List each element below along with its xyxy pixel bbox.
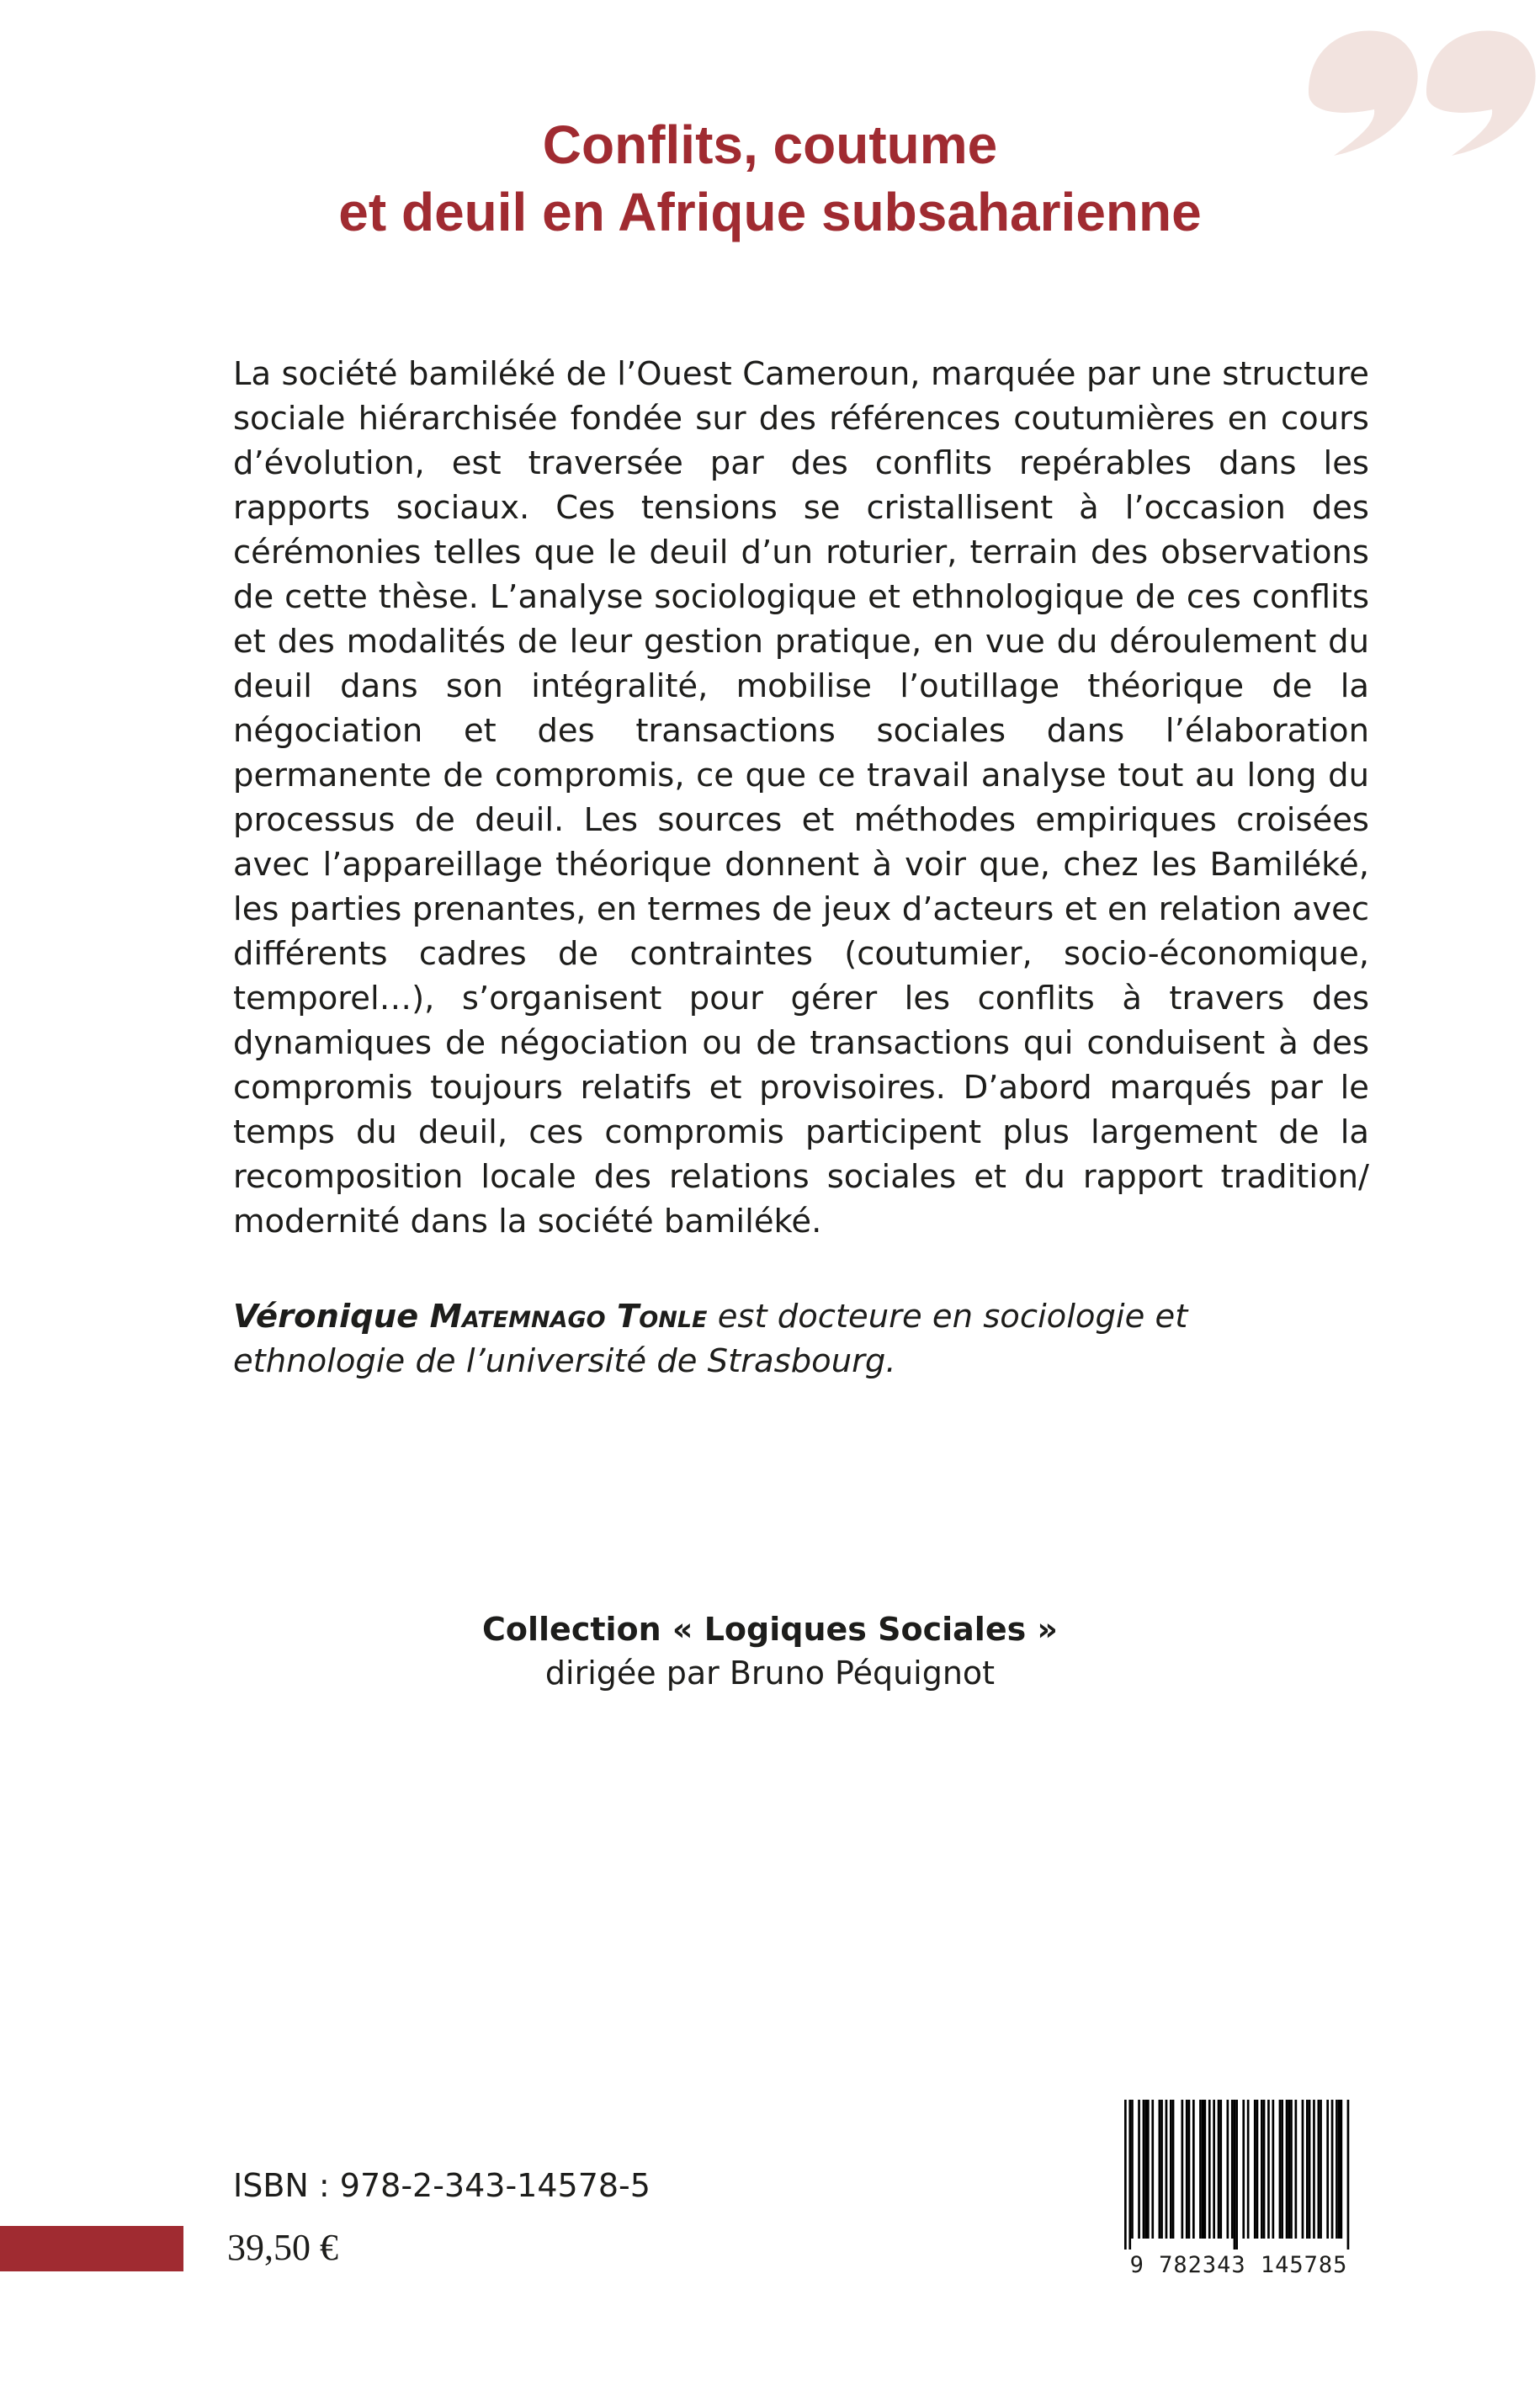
barcode-bar	[1160, 2100, 1163, 2239]
barcode-bar	[1182, 2100, 1184, 2239]
accent-bar	[0, 2226, 183, 2271]
book-title-line-1: Conflits, coutume	[542, 114, 998, 175]
barcode-bar	[1306, 2100, 1309, 2239]
barcode-bar	[1341, 2100, 1343, 2239]
barcode-bar	[1204, 2100, 1207, 2239]
barcode-bar	[1286, 2100, 1288, 2239]
barcode-bar	[1331, 2100, 1334, 2239]
barcode-bar	[1213, 2100, 1215, 2239]
barcode-bar	[1320, 2100, 1322, 2239]
barcode-bar	[1144, 2100, 1147, 2239]
barcode-bar	[1267, 2100, 1270, 2239]
barcode-bar	[1288, 2100, 1290, 2239]
barcode-bar	[1247, 2100, 1250, 2239]
book-title-line-2: et deuil en Afrique subsaharienne	[338, 182, 1202, 242]
barcode-bar	[1199, 2100, 1202, 2239]
barcode-bar	[1124, 2100, 1127, 2250]
barcode-bar	[1172, 2100, 1175, 2239]
barcode-bars	[1113, 2100, 1365, 2251]
book-summary: La société bamiléké de l’Ouest Cameroun, marquée par une structure sociale hiérarchisée fondée sur des références coutumières en cours d’évolution, est traversée par des conflits repérables dans les rapports sociaux. Ces tensions se cristallisent à l’occasion des cérémonies telles que le deuil d’un roturier, terrain des observations de cette thèse. L’analyse sociologique et ethnologique de ces conflits et des modalités de leur gestion pratique, en vue du déroulement du deuil dans son intégralité, mobilise l’outillage théorique de la négociation et des transactions sociales dans l’élaboration permanente de compromis, ce que ce travail analyse tout au long du processus de deuil. Les sources et méthodes empiriques croisées avec l’appareillage théorique donnent à voir que, chez les Bamiléké, les parties prenantes, en termes de jeux d’acteurs et en relation avec différents cadres de contraintes (coutumier, socio-économique, temporel…), s’organisent pour gérer les conflits à travers des dynamiques de négociation ou de transactions qui conduisent à des compromis toujours relatifs et provisoires. D’abord marqués par le temps du deuil, ces compromis participent plus largement de la recomposition locale des relations sociales et du rapport tradition/ modernité dans la société bamiléké.	[233, 355, 1369, 1240]
barcode-bar	[1188, 2100, 1191, 2239]
author-name	[233, 1298, 707, 1336]
barcode-bar	[1326, 2100, 1329, 2239]
barcode-bar	[1290, 2100, 1293, 2239]
barcode-bar	[1151, 2100, 1154, 2239]
barcode-bar	[1143, 2100, 1145, 2239]
barcode-bar	[1186, 2100, 1188, 2239]
barcode-bar	[1131, 2100, 1134, 2239]
barcode-bar	[1208, 2100, 1211, 2239]
barcode-bar	[1128, 2100, 1131, 2250]
barcode-digits: 9 782343 145785	[1129, 2252, 1348, 2278]
price: 39,50 €	[227, 2227, 338, 2268]
barcode-bar	[1218, 2100, 1220, 2239]
barcode-bar	[1313, 2100, 1315, 2239]
barcode-bar	[1318, 2100, 1320, 2239]
book-title	[0, 111, 1540, 246]
barcode-bar	[1235, 2100, 1238, 2250]
barcode-bar	[1147, 2100, 1150, 2239]
collection-name: Collection « Logiques Sociales »	[482, 1611, 1058, 1648]
author-bio-text: est docteure en sociologie et ethnologie de l’université de Strasbourg.	[233, 1298, 1188, 1380]
barcode-bar	[1347, 2100, 1350, 2250]
barcode-bar	[1192, 2100, 1195, 2239]
barcode-bar	[1281, 2100, 1283, 2239]
barcode-bar	[1231, 2100, 1234, 2239]
collection-info	[0, 1607, 1540, 1695]
barcode-bar	[1219, 2100, 1222, 2239]
barcode-bar	[1279, 2100, 1282, 2239]
barcode-bar	[1202, 2100, 1204, 2239]
barcode-bar	[1254, 2100, 1256, 2239]
barcode-bar	[1138, 2100, 1140, 2239]
author-bio	[233, 1294, 1369, 1384]
barcode-bar	[1263, 2100, 1266, 2239]
isbn: ISBN : 978-2-343-14578-5	[233, 2167, 651, 2204]
barcode-bar	[1272, 2100, 1275, 2239]
barcode-bar	[1295, 2100, 1298, 2239]
barcode-bar	[1159, 2100, 1161, 2239]
barcode-bar	[1227, 2100, 1229, 2239]
collection-editor: dirigée par Bruno Péquignot	[544, 1655, 996, 1692]
barcode-bar	[1256, 2100, 1259, 2239]
barcode-bar	[1261, 2100, 1263, 2239]
barcode-bar	[1166, 2100, 1168, 2239]
barcode-bar	[1336, 2100, 1338, 2239]
author-first-name: Véronique	[233, 1298, 419, 1336]
barcode	[1113, 2100, 1365, 2281]
barcode-bar	[1234, 2100, 1236, 2250]
barcode-bar	[1302, 2100, 1304, 2239]
barcode-bar	[1309, 2100, 1311, 2239]
barcode-bar	[1170, 2100, 1172, 2239]
author-last-name: Matemnago Tonle	[429, 1298, 708, 1336]
barcode-bar	[1338, 2100, 1341, 2239]
barcode-bar	[1242, 2100, 1245, 2239]
